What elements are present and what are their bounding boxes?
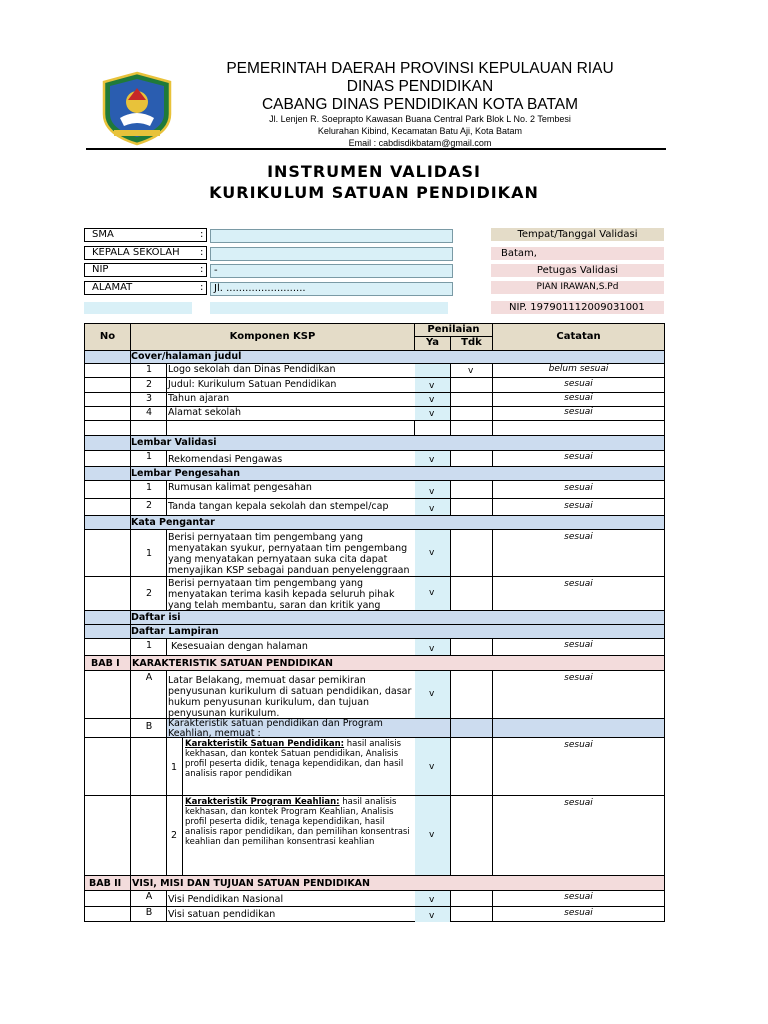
table-row: 2 Karakteristik Program Keahlian: hasil analisis kekhasan, dan kontek Program Keahlian, Analisis profil peserta didik, tenaga kependidikan, hasil analisis rapor pendidikan, dan pemilihan konsentrasi keahlian dan pemilihan konsentrasi keahlian v sesuai: [85, 796, 664, 876]
table-row: A Visi Pendidikan Nasional v sesuai: [85, 891, 664, 907]
header-no: No: [85, 324, 131, 350]
note: sesuai: [564, 393, 593, 403]
check-ya[interactable]: v: [429, 762, 435, 772]
email-line: Email : cabdisdikbatam@gmail.com: [348, 138, 492, 148]
check-ya[interactable]: v: [429, 895, 435, 905]
blank-label-cell: [84, 302, 192, 314]
check-ya[interactable]: v: [429, 689, 435, 699]
header-ya: Ya: [415, 337, 451, 350]
colon: :: [200, 282, 204, 293]
table-row: B Karakteristik satuan pendidikan dan Program Keahlian, memuat :: [85, 719, 664, 738]
section-lembar-pengesahan: Lembar Pengesahan: [85, 467, 664, 481]
table-row: 4 Alamat sekolah v sesuai: [85, 407, 664, 421]
nip-field[interactable]: -: [210, 264, 453, 278]
header-tdk: Tdk: [451, 337, 493, 350]
table-row: 1 Logo sekolah dan Dinas Pendidikan v belum sesuai: [85, 364, 664, 378]
note: sesuai: [564, 579, 593, 589]
label-nip: NIP: [84, 263, 207, 277]
sma-field[interactable]: [210, 229, 453, 243]
note: sesuai: [564, 908, 593, 918]
check-tdk[interactable]: v: [468, 366, 474, 376]
branch-name: CABANG DINAS PENDIDIKAN KOTA BATAM: [261, 96, 579, 113]
check-ya[interactable]: v: [429, 504, 435, 514]
table-row: 1 Karakteristik Satuan Pendidikan: hasil analisis kekhasan, dan kontek Satuan pendidikan, Analisis profil peserta didik, tenaga kependidikan, dan hasil analisis rapor pendidikan v sesuai: [85, 738, 664, 796]
petugas-nip: NIP. 197901112009031001: [491, 301, 664, 314]
note: sesuai: [564, 532, 593, 542]
note: sesuai: [564, 501, 593, 511]
note: sesuai: [564, 379, 593, 389]
check-ya[interactable]: v: [429, 455, 435, 465]
check-ya[interactable]: v: [429, 911, 435, 921]
table-row: 1 Berisi pernyataan tim pengembang yang menyatakan syukur, pernyataan tim pengembang yang menyatakan pernyataan suka cita dapat menyajikan KSP sebagai panduan penyelenggraan v sesuai: [85, 530, 664, 577]
blank-value-cell: [210, 302, 448, 314]
section-cover: Cover/halaman judul: [85, 351, 664, 364]
colon: :: [200, 264, 204, 275]
riau-province-emblem: [98, 70, 176, 146]
check-ya[interactable]: v: [429, 409, 435, 419]
note: belum sesuai: [548, 364, 609, 374]
kepala-sekolah-field[interactable]: [210, 247, 453, 261]
section-lembar-validasi: Lembar Validasi: [85, 436, 664, 451]
section-kata-pengantar: Kata Pengantar: [85, 516, 664, 530]
section-daftar-lampiran: Daftar Lampiran: [85, 625, 664, 639]
note: sesuai: [564, 892, 593, 902]
check-ya[interactable]: v: [429, 548, 435, 558]
check-ya[interactable]: v: [429, 487, 435, 497]
agency-name: DINAS PENDIDIKAN: [346, 78, 494, 95]
header-catatan: Catatan: [556, 331, 601, 342]
header-komponen: Komponen KSP: [131, 324, 415, 350]
label-sma: SMA: [84, 228, 207, 242]
section-daftar-isi: Daftar isi: [85, 611, 664, 625]
table-row: 3 Tahun ajaran v sesuai: [85, 393, 664, 407]
table-row: 1 Rumusan kalimat pengesahan v sesuai: [85, 481, 664, 499]
table-row: 2 Judul: Kurikulum Satuan Pendidikan v sesuai: [85, 378, 664, 393]
section-bab-1: BAB I KARAKTERISTIK SATUAN PENDIDIKAN: [85, 656, 664, 671]
note: sesuai: [564, 483, 593, 493]
document-subtitle: KURIKULUM SATUAN PENDIDIKAN: [209, 183, 539, 202]
document-title: INSTRUMEN VALIDASI: [267, 162, 481, 181]
tempat-tanggal-label: Tempat/Tanggal Validasi: [491, 228, 664, 241]
section-bab-2: BAB II VISI, MISI DAN TUJUAN SATUAN PENDIDIKAN: [85, 876, 664, 891]
table-row: 1 Kesesuaian dengan halaman v sesuai: [85, 639, 664, 656]
alamat-field[interactable]: Jl. .........................: [210, 282, 453, 296]
label-alamat: ALAMAT: [84, 281, 207, 295]
table-row: 1 Rekomendasi Pengawas v sesuai: [85, 451, 664, 467]
note: sesuai: [564, 407, 593, 417]
note: sesuai: [564, 740, 593, 750]
petugas-validasi-label: Petugas Validasi: [491, 264, 664, 277]
note: sesuai: [564, 798, 593, 808]
note: sesuai: [564, 640, 593, 650]
colon: :: [200, 229, 204, 240]
table-row: B Visi satuan pendidikan v sesuai: [85, 907, 664, 922]
address-line-2: Kelurahan Kibind, Kecamatan Batu Aji, Kota Batam: [317, 126, 523, 136]
government-name: PEMERINTAH DAERAH PROVINSI KEPULAUAN RIAU: [226, 60, 614, 77]
address-line-1: Jl. Lenjen R. Soeprapto Kawasan Buana Central Park Blok L No. 2 Tembesi: [269, 114, 571, 124]
check-ya[interactable]: v: [429, 395, 435, 405]
header-penilaian: Penilaian: [415, 324, 493, 337]
note: sesuai: [564, 673, 593, 683]
colon: :: [200, 247, 204, 258]
check-ya[interactable]: v: [429, 588, 435, 598]
tempat-tanggal-field[interactable]: Batam,: [491, 247, 664, 260]
table-row: A Latar Belakang, memuat dasar pemikiran penyusunan kurikulum di satuan pendidikan, dasar hukum penyusunan kurikulum, dan tujuan penyusunan kurikulum. v sesuai: [85, 671, 664, 719]
petugas-name: PIAN IRAWAN,S.Pd: [491, 281, 664, 294]
note: sesuai: [564, 452, 593, 462]
letterhead-divider: [86, 148, 666, 150]
validation-table: [84, 323, 665, 922]
check-ya[interactable]: v: [429, 381, 435, 391]
check-ya[interactable]: v: [429, 644, 435, 654]
label-kepala-sekolah: KEPALA SEKOLAH: [84, 246, 207, 260]
table-header: [85, 324, 664, 351]
table-row: 2 Berisi pernyataan tim pengembang yang menyatakan terima kasih kepada seluruh pihak yang telah membantu, saran dan kritik yang v sesuai: [85, 577, 664, 611]
table-row-empty: [85, 421, 664, 436]
check-ya[interactable]: v: [429, 830, 435, 840]
table-row: 2 Tanda tangan kepala sekolah dan stempel/cap v sesuai: [85, 499, 664, 516]
